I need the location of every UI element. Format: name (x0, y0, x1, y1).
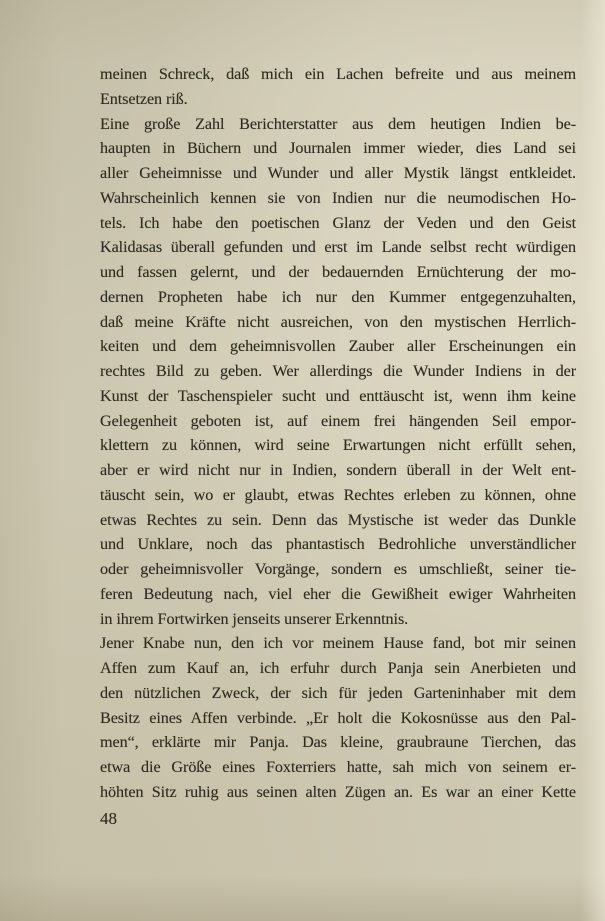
text-line: etwas Rechtes zu sein. Denn das Mystische ist weder das Dunkle (100, 510, 576, 529)
text-line: haupten in Büchern und Journalen immer wieder, dies Land sei (100, 139, 576, 158)
text-line: täuscht sein, wo er glaubt, etwas Rechtes erleben zu können, ohne (100, 485, 576, 504)
text-line: Kalidasas überall gefunden und erst im Lande selbst recht würdigen (100, 238, 576, 257)
text-line: Wahrscheinlich kennen sie von Indien nur die neumodischen Ho- (100, 188, 576, 207)
text-line: aber er wird nicht nur in Indien, sondern überall in der Welt ent- (100, 461, 576, 479)
page-number: 48 (100, 809, 117, 828)
text-line: tels. Ich habe den poetischen Glanz der Veden und den Geist (100, 213, 576, 232)
text-line: und Unklare, noch das phantastisch Bedrohliche unverständlicher (100, 535, 576, 554)
text-line: Besitz eines Affen verbinde. „Er holt die Kokosnüsse aus den Pal- (100, 708, 576, 727)
text-line: Gelegenheit geboten ist, auf einem frei hängenden Seil empor- (100, 411, 576, 430)
text-line: Jener Knabe nun, den ich vor meinem Hause fand, bot mir seinen (100, 634, 576, 653)
text-line: in ihrem Fortwirken jenseits unserer Erkenntnis. (100, 609, 409, 628)
text-line: und fassen gelernt, und der bedauernden Ernüchterung der mo- (100, 263, 576, 281)
text-line: Affen zum Kauf an, ich erfuhr durch Panja sein Anerbieten und (100, 659, 576, 677)
text-line: men“, erklärte mir Panja. Das kleine, graubraune Tierchen, das (100, 733, 576, 752)
text-line: feren Bedeutung nach, viel eher die Gewißheit ewiger Wahrheiten (100, 584, 576, 603)
page-text (100, 62, 576, 805)
text-line: höhten Sitz ruhig aus seinen alten Zügen an. Es war an einer Kette (100, 782, 576, 801)
text-line: Kunst der Taschenspieler sucht und enttäuscht ist, wenn ihm keine (100, 386, 576, 405)
text-line: daß meine Kräfte nicht ausreichen, von den mystischen Herrlich- (100, 312, 576, 331)
text-line: meinen Schreck, daß mich ein Lachen befreite und aus meinem (100, 65, 576, 83)
text-line: Eine große Zahl Berichterstatter aus dem heutigen Indien be- (100, 114, 576, 133)
text-line: klettern zu können, wird seine Erwartungen nicht erfüllt sehen, (100, 436, 576, 455)
text-line: oder geheimnisvoller Vorgänge, sondern es umschließt, seiner tie- (100, 560, 576, 578)
text-line: etwa die Größe eines Foxterriers hatte, sah mich von seinem er- (100, 758, 576, 776)
text-line: Entsetzen riß. (100, 89, 188, 108)
text-line: keiten und dem geheimnisvollen Zauber aller Erscheinungen ein (100, 337, 576, 356)
text-line: aller Geheimnisse und Wunder und aller Mystik längst entkleidet. (100, 164, 576, 182)
text-line: rechtes Bild zu geben. Wer allerdings die Wunder Indiens in der (100, 362, 576, 380)
text-line: den nützlichen Zweck, der sich für jeden Garteninhaber mit dem (100, 683, 576, 702)
text-line: dernen Propheten habe ich nur den Kummer entgegenzuhalten, (100, 287, 576, 306)
